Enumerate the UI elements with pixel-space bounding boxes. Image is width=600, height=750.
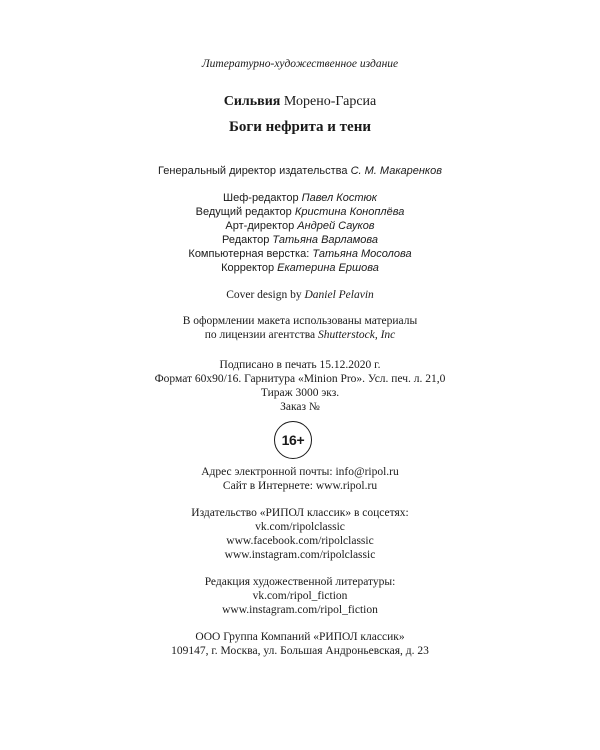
staff-line	[0, 247, 600, 261]
staff-role: Корректор	[221, 262, 275, 274]
staff-name: Татьяна Варламова	[272, 234, 378, 246]
director-name: С. М. Макаренков	[350, 165, 442, 177]
license-line-2	[0, 328, 600, 342]
cover-credit	[0, 288, 600, 302]
staff-role: Ведущий редактор	[195, 206, 292, 218]
staff-name: Екатерина Ершова	[277, 262, 379, 274]
print-order: Заказ №	[280, 401, 320, 413]
book-title: Боги нефрита и тени	[229, 119, 371, 135]
fiction-link-instagram: www.instagram.com/ripol_fiction	[222, 604, 378, 616]
publisher-address: 109147, г. Москва, ул. Большая Андроньевская, д. 23	[171, 645, 429, 657]
staff-line	[0, 261, 600, 275]
publisher-name: ООО Группа Компаний «РИПОЛ классик»	[195, 631, 405, 643]
staff-line	[0, 205, 600, 219]
staff-role: Компьютерная верстка:	[188, 248, 310, 260]
print-signed: Подписано в печать 15.12.2020 г.	[219, 359, 381, 371]
cover-designer: Daniel Pelavin	[304, 289, 374, 301]
social-heading: Издательство «РИПОЛ классик» в соцсетях:	[191, 507, 409, 519]
license-prefix: по лицензии агентства	[204, 329, 316, 341]
staff-role: Редактор	[222, 234, 270, 246]
contact-site: Сайт в Интернете: www.ripol.ru	[222, 480, 378, 492]
social-link-facebook: www.facebook.com/ripolclassic	[226, 535, 374, 547]
director-label: Генеральный директор издательства	[158, 165, 348, 177]
director-line	[0, 164, 600, 178]
print-format: Формат 60x90/16. Гарнитура «Minion Pro». Усл. печ. л. 21,0	[154, 373, 446, 385]
fiction-link-vk: vk.com/ripol_fiction	[252, 590, 348, 602]
staff-role: Арт-директор	[225, 220, 295, 232]
staff-line	[0, 191, 600, 205]
contact-email: Адрес электронной почты: info@ripol.ru	[201, 466, 399, 478]
license-line-1: В оформлении макета использованы материалы	[182, 315, 418, 327]
cover-label: Cover design by	[226, 289, 302, 301]
author-first-name: Сильвия	[223, 94, 281, 109]
author-name	[0, 93, 600, 111]
staff-name: Андрей Сауков	[297, 220, 375, 232]
print-run: Тираж 3000 экз.	[260, 387, 340, 399]
staff-line	[0, 233, 600, 247]
edition-type: Литературно-художественное издание	[201, 58, 399, 70]
social-link-vk: vk.com/ripolclassic	[255, 521, 345, 533]
social-link-instagram: www.instagram.com/ripolclassic	[224, 549, 376, 561]
age-rating-badge: 16+	[274, 421, 312, 459]
fiction-heading: Редакция художественной литературы:	[204, 576, 396, 588]
license-agency: Shutterstock, Inc	[318, 329, 396, 341]
staff-role: Шеф-редактор	[223, 192, 299, 204]
staff-line	[0, 219, 600, 233]
staff-name: Кристина Коноплёва	[294, 206, 405, 218]
staff-name: Павел Костюк	[301, 192, 377, 204]
staff-name: Татьяна Мосолова	[312, 248, 412, 260]
author-last-name: Морено-Гарсиа	[283, 94, 377, 109]
